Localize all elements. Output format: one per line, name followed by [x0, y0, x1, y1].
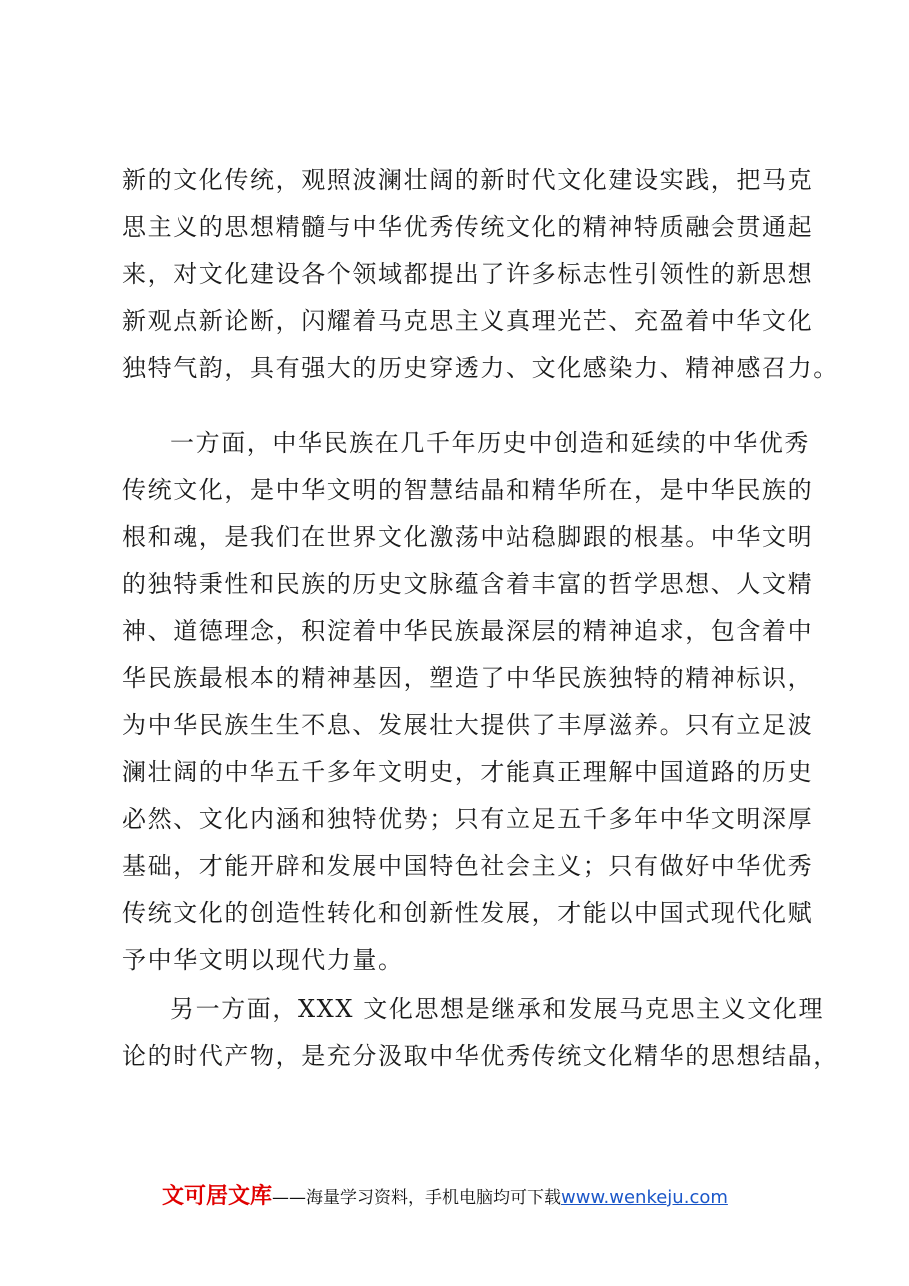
- paragraph-2-line-5: 神、道德理念，积淀着中华民族最深层的精神追求，包含着中: [122, 617, 814, 645]
- paragraph-1-line-4: 新观点新论断，闪耀着马克思主义真理光芒、充盈着中华文化: [122, 307, 814, 335]
- paragraph-2-line-7: 为中华民族生生不息、发展壮大提供了丰厚滋养。只有立足波: [122, 711, 814, 739]
- footer-tagline: ——海量学习资料，手机电脑均可下载: [272, 1188, 562, 1208]
- paragraph-2-line-4: 的独特秉性和民族的历史文脉蕴含着丰富的哲学思想、人文精: [122, 570, 814, 598]
- paragraph-3-line-2: 论的时代产物，是充分汲取中华优秀传统文化精华的思想结晶，: [122, 1042, 839, 1070]
- paragraph-1-line-2: 思主义的思想精髓与中华优秀传统文化的精神特质融会贯通起: [122, 213, 814, 241]
- paragraph-2-line-1: 一方面，中华民族在几千年历史中创造和延续的中华优秀: [170, 429, 810, 457]
- paragraph-2-line-12: 予中华文明以现代力量。: [122, 946, 404, 974]
- paragraph-2-line-9: 必然、文化内涵和独特优势；只有立足五千多年中华文明深厚: [122, 805, 814, 833]
- paragraph-2-line-6: 华民族最根本的精神基因，塑造了中华民族独特的精神标识，: [122, 664, 814, 692]
- paragraph-2-line-10: 基础，才能开辟和发展中国特色社会主义；只有做好中华优秀: [122, 852, 814, 880]
- footer-brand: 文可居文库: [162, 1184, 273, 1209]
- paragraph-2-line-11: 传统文化的创造性转化和创新性发展，才能以中国式现代化赋: [122, 899, 814, 927]
- footer-banner: [162, 1180, 782, 1214]
- paragraph-2-line-8: 澜壮阔的中华五千多年文明史，才能真正理解中国道路的历史: [122, 758, 814, 786]
- footer-website-link[interactable]: www.wenkeju.com: [561, 1187, 728, 1208]
- paragraph-2-line-2: 传统文化，是中华文明的智慧结晶和精华所在，是中华民族的: [122, 476, 814, 504]
- paragraph-2-line-3: 根和魂，是我们在世界文化激荡中站稳脚跟的根基。中华文明: [122, 523, 814, 551]
- paragraph-1-line-1: 新的文化传统，观照波澜壮阔的新时代文化建设实践，把马克: [122, 166, 814, 194]
- paragraph-1-line-5: 独特气韵，具有强大的历史穿透力、文化感染力、精神感召力。: [122, 354, 839, 382]
- paragraph-3-line-1: 另一方面，XXX 文化思想是继承和发展马克思主义文化理: [170, 995, 825, 1023]
- paragraph-1-line-3: 来，对文化建设各个领域都提出了许多标志性引领性的新思想: [122, 260, 814, 288]
